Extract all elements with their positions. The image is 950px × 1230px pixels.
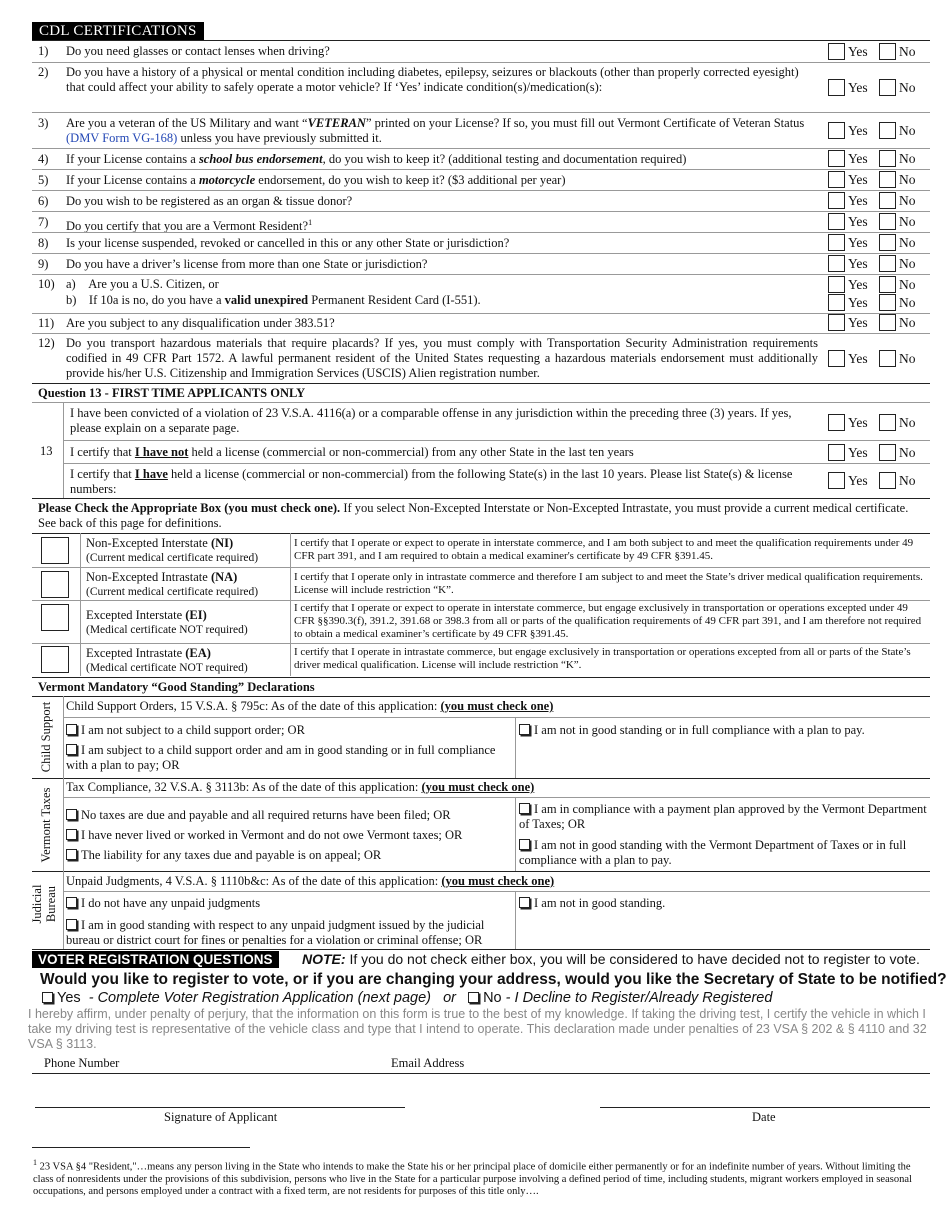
no-checkbox[interactable] — [879, 192, 896, 209]
question-number: 1) — [38, 44, 49, 58]
bureau-label: Bureau — [44, 885, 58, 923]
yes-no-q6: Yes No — [828, 192, 928, 210]
yes-no-q13-1: Yes No — [828, 414, 928, 432]
tax-option: I have never lived or worked in Vermont and do not owe Vermont taxes; OR — [66, 828, 511, 843]
checkbox[interactable] — [66, 829, 77, 840]
category-ei: Excepted Interstate (EI) (Medical certificate NOT required) — [86, 608, 248, 636]
no-checkbox[interactable] — [879, 276, 896, 293]
phone-label: Phone Number — [44, 1056, 120, 1070]
yes-no-q3: Yes No — [828, 122, 928, 140]
checkbox[interactable] — [519, 724, 530, 735]
no-checkbox[interactable] — [879, 234, 896, 251]
footnote-divider — [32, 1147, 250, 1148]
checkbox[interactable] — [66, 724, 77, 735]
category-ni: Non-Excepted Interstate (NI) (Current medical certificate required) — [86, 536, 259, 564]
yes-checkbox[interactable] — [828, 122, 845, 139]
date-label: Date — [752, 1110, 776, 1124]
yes-checkbox[interactable] — [828, 414, 845, 431]
yes-checkbox[interactable] — [828, 192, 845, 209]
voter-note: NOTE: If you do not check either box, you will be considered to have decided not to register to vote. — [302, 951, 920, 967]
signature-label: Signature of Applicant — [164, 1110, 278, 1124]
email-label: Email Address — [391, 1056, 465, 1070]
question-number: 3) — [38, 116, 49, 130]
question-text: Do you wish to be registered as an organ & tissue donor? — [66, 194, 353, 208]
judicial-title: Unpaid Judgments, 4 V.S.A. § 1110b&c: As of the date of this application: (you must check one) — [66, 874, 555, 888]
checkbox[interactable] — [66, 849, 77, 860]
no-checkbox[interactable] — [879, 414, 896, 431]
yes-checkbox[interactable] — [828, 171, 845, 188]
yes-no-q13-3: Yes No — [828, 472, 928, 490]
voter-no-checkbox[interactable] — [468, 992, 479, 1003]
question-number: 2) — [38, 65, 49, 79]
child-support-option: I am not subject to a child support order; OR — [66, 723, 511, 738]
no-checkbox[interactable] — [879, 255, 896, 272]
no-checkbox[interactable] — [879, 294, 896, 311]
voter-question: Would you like to register to vote, or if you are changing your address, would you like the Secretary of State to be notified? — [40, 971, 947, 988]
question-number: 7) — [38, 215, 49, 229]
question-text-10a: a) Are you a U.S. Citizen, or — [66, 277, 219, 291]
question-text-10b: b) If 10a is no, do you have a valid unexpired Permanent Resident Card (I-551). — [66, 293, 481, 307]
question-text: Do you transport hazardous materials that require placards? If yes, you must comply with Transportation Security Administration requirements codified in 49 CFR Part 1572. A lawful permanent resident of the United States requesting a hazardous materials endorsement must additionally provide his/her U.S. Citizenship and Immigration Services (USCIS) Alien registration number. — [66, 336, 818, 380]
q13-item-no-license: I certify that I have not held a license (commercial or non-commercial) from any other State in the last ten years — [70, 445, 634, 459]
judicial-option: I do not have any unpaid judgments — [66, 896, 511, 911]
yes-checkbox[interactable] — [828, 43, 845, 60]
child-support-title: Child Support Orders, 15 V.S.A. § 795c: As of the date of this application: (you must check one) — [66, 699, 554, 713]
category-desc: I certify that I operate only in intrastate commerce and therefore I am subject to and meet the State’s driver medical qualification requirements. License will include restriction “K”. — [294, 571, 923, 596]
yes-checkbox[interactable] — [828, 472, 845, 489]
question-number: 4) — [38, 152, 49, 166]
question-text: Do you certify that you are a Vermont Resident?$^1$ — [66, 218, 313, 234]
judicial-option: I am not in good standing. — [519, 896, 929, 911]
question-number: 11) — [38, 316, 55, 330]
judicial-option: I am in good standing with respect to any unpaid judgment issued by the judicial bureau or district court for fines or penalties for a violation or criminal offense; OR — [66, 918, 485, 947]
tax-option: I am not in good standing with the Vermont Department of Taxes or in full compliance with a plan to pay. — [519, 838, 907, 867]
signature-line[interactable] — [35, 1107, 405, 1108]
yes-no-q7: Yes No — [828, 213, 928, 231]
divider — [32, 40, 930, 41]
checkbox[interactable] — [66, 919, 77, 930]
yes-no-q4: Yes No — [828, 150, 928, 168]
yes-no-q8: Yes No — [828, 234, 928, 252]
question-text: Are you subject to any disqualification under 383.51? — [66, 316, 335, 330]
voter-yes-checkbox[interactable] — [42, 992, 53, 1003]
good-standing-heading: Vermont Mandatory “Good Standing” Declarations — [38, 680, 315, 694]
checkbox[interactable] — [519, 897, 530, 908]
yes-checkbox[interactable] — [828, 294, 845, 311]
child-support-option: I am subject to a child support order and am in good standing or in full compliance with a plan to pay; OR — [66, 743, 496, 772]
question-text: Are you a veteran of the US Military and want “VETERAN” printed on your License? If so, you must fill out Vermont Certificate of Veteran Status (DMV Form VG-168) unless you have previously submitted it. — [66, 116, 805, 145]
yes-checkbox[interactable] — [828, 350, 845, 367]
vermont-taxes-label: Vermont Taxes — [39, 787, 53, 863]
no-checkbox[interactable] — [879, 213, 896, 230]
checkbox[interactable] — [519, 803, 530, 814]
no-checkbox[interactable] — [879, 43, 896, 60]
question-text: If your License contains a school bus endorsement, do you wish to keep it? (additional testing and documentation required) — [66, 152, 687, 166]
question-number: 5) — [38, 173, 49, 187]
yes-checkbox[interactable] — [828, 276, 845, 293]
yes-checkbox[interactable] — [828, 150, 845, 167]
checkbox[interactable] — [519, 839, 530, 850]
no-checkbox[interactable] — [879, 444, 896, 461]
no-checkbox[interactable] — [879, 79, 896, 96]
dmv-form-link[interactable]: (DMV Form VG-168) — [66, 131, 178, 145]
yes-checkbox[interactable] — [828, 234, 845, 251]
checkbox[interactable] — [66, 897, 77, 908]
checkbox-ei[interactable] — [41, 604, 69, 631]
question-number: 10) — [38, 277, 55, 291]
footnote-text: $^1$ 23 VSA §4 "Resident,"…means any person living in the State who intends to make the State his or her principal place of domicile either permanently or for an indefinite number of years. Without limiting the class of nonresidents under the provisions of this subdivision, persons who live in the State for a particular purpose involving a defined period of time, including students, migrant workers employed in seasonal occupations, and persons employed under a contract with a fixed term, are not residents for purposes of this title only…. — [33, 1158, 912, 1197]
no-checkbox[interactable] — [879, 171, 896, 188]
yes-no-q2: Yes No — [828, 79, 928, 97]
no-checkbox[interactable] — [879, 350, 896, 367]
yes-checkbox[interactable] — [828, 79, 845, 96]
no-checkbox[interactable] — [879, 472, 896, 489]
checkbox[interactable] — [66, 744, 77, 755]
q13-item-conviction: I have been convicted of a violation of 23 V.S.A. 4116(a) or a comparable offense in any jurisdiction within the preceding three (3) years. If yes, please explain on a separate page. — [70, 406, 792, 435]
no-checkbox[interactable] — [879, 122, 896, 139]
yes-checkbox[interactable] — [828, 314, 845, 331]
yes-no-q10b: Yes No — [828, 294, 928, 312]
child-support-label: Child Support — [39, 701, 53, 773]
question-text: Do you need glasses or contact lenses when driving? — [66, 44, 330, 58]
voter-options: Yes - Complete Voter Registration Application (next page) or No - I Decline to Register/Already Registered — [42, 989, 772, 1007]
yes-no-q13-2: Yes No — [828, 444, 928, 462]
tax-option: I am in compliance with a payment plan approved by the Vermont Department of Taxes; OR — [519, 802, 927, 831]
date-line[interactable] — [600, 1107, 930, 1108]
child-support-option: I am not in good standing or in full compliance with a plan to pay. — [519, 723, 929, 738]
category-na: Non-Excepted Intrastate (NA) (Current medical certificate required) — [86, 570, 259, 598]
tax-option: No taxes are due and payable and all required returns have been filed; OR — [66, 808, 511, 823]
question-text: Is your license suspended, revoked or cancelled in this or any other State or jurisdiction? — [66, 236, 510, 250]
question-number: 9) — [38, 257, 49, 271]
category-desc: I certify that I operate or expect to operate in interstate commerce, but engage exclusively in transportation or operations excepted under 49 CFR §§390.3(f), 391.2, 391.68 or 398.3 from all or parts of the qualification requirements of 49 CFR part 391, and I am therefore not required to obtain a medical examiner’s certificate by 49 CFR §391.45. — [294, 602, 922, 640]
tax-title: Tax Compliance, 32 V.S.A. § 3113b: As of the date of this application: (you must check one) — [66, 780, 535, 794]
checkbox[interactable] — [66, 809, 77, 820]
section-title: CDL CERTIFICATIONS — [32, 22, 204, 41]
yes-no-q5: Yes No — [828, 171, 928, 189]
yes-checkbox[interactable] — [828, 213, 845, 230]
affirmation-text: I hereby affirm, under penalty of perjury, that the information on this form is true to the best of my knowledge. If taking the driving test, I certify the vehicle in which I take my driving test is representative of the vehicle class and type that I intend to operate. This declaration made under penalties of 23 VSA § 202 & § 4110 and 32 VSA § 3113. — [28, 1007, 927, 1051]
judicial-label: Judicial — [30, 884, 44, 924]
no-checkbox[interactable] — [879, 314, 896, 331]
yes-no-q1: Yes No — [828, 43, 928, 61]
checkbox-ea[interactable] — [41, 646, 69, 673]
category-desc: I certify that I operate in intrastate commerce, but engage exclusively in transportation or operations excepted from all or parts of the State’s driver medical qualification. License will include restriction “K”. — [294, 646, 911, 671]
phone-email-line[interactable] — [32, 1073, 930, 1074]
question-number: 13 — [40, 444, 53, 458]
question-text: Do you have a driver’s license from more than one State or jurisdiction? — [66, 257, 428, 271]
question-text: Do you have a history of a physical or mental condition including diabetes, epilepsy, seizures or blackouts (other than properly corrected eyesight) that could affect your ability to safely operate a motor vehicle? If ‘Yes’ indicate condition(s)/medication(s): — [66, 65, 799, 94]
checkbox-ni[interactable] — [41, 537, 69, 564]
question-number: 8) — [38, 236, 49, 250]
category-desc: I certify that I operate or expect to operate in interstate commerce, and I am both subject to and meet the qualification requirements under 49 CFR part 391, and I am required to obtain a medical examiner's certificate by 49 CFR §391.45. — [294, 537, 914, 562]
yes-no-q10a: Yes No — [828, 276, 928, 294]
question-number: 6) — [38, 194, 49, 208]
yes-checkbox[interactable] — [828, 444, 845, 461]
question-number: 12) — [38, 336, 55, 350]
category-instructions: Please Check the Appropriate Box (you must check one). If you select Non-Excepted Interstate or Non-Excepted Intrastate, you must provide a current medical certificate. See back of this page for definitions. — [38, 501, 909, 530]
q13-heading: Question 13 - FIRST TIME APPLICANTS ONLY — [38, 386, 306, 400]
yes-no-q9: Yes No — [828, 255, 928, 273]
no-checkbox[interactable] — [879, 150, 896, 167]
category-ea: Excepted Intrastate (EA) (Medical certificate NOT required) — [86, 646, 248, 674]
checkbox-na[interactable] — [41, 571, 69, 598]
tax-option: The liability for any taxes due and payable is on appeal; OR — [66, 848, 511, 863]
question-text: If your License contains a motorcycle endorsement, do you wish to keep it? ($3 additional per year) — [66, 173, 566, 187]
yes-no-q12: Yes No — [828, 350, 928, 368]
q13-item-had-license: I certify that I have held a license (commercial or non-commercial) from the following State(s) in the last 10 years. Please list State(s) & license numbers: — [70, 467, 793, 496]
yes-checkbox[interactable] — [828, 255, 845, 272]
voter-registration-heading: VOTER REGISTRATION QUESTIONS — [32, 951, 279, 968]
yes-no-q11: Yes No — [828, 314, 928, 332]
